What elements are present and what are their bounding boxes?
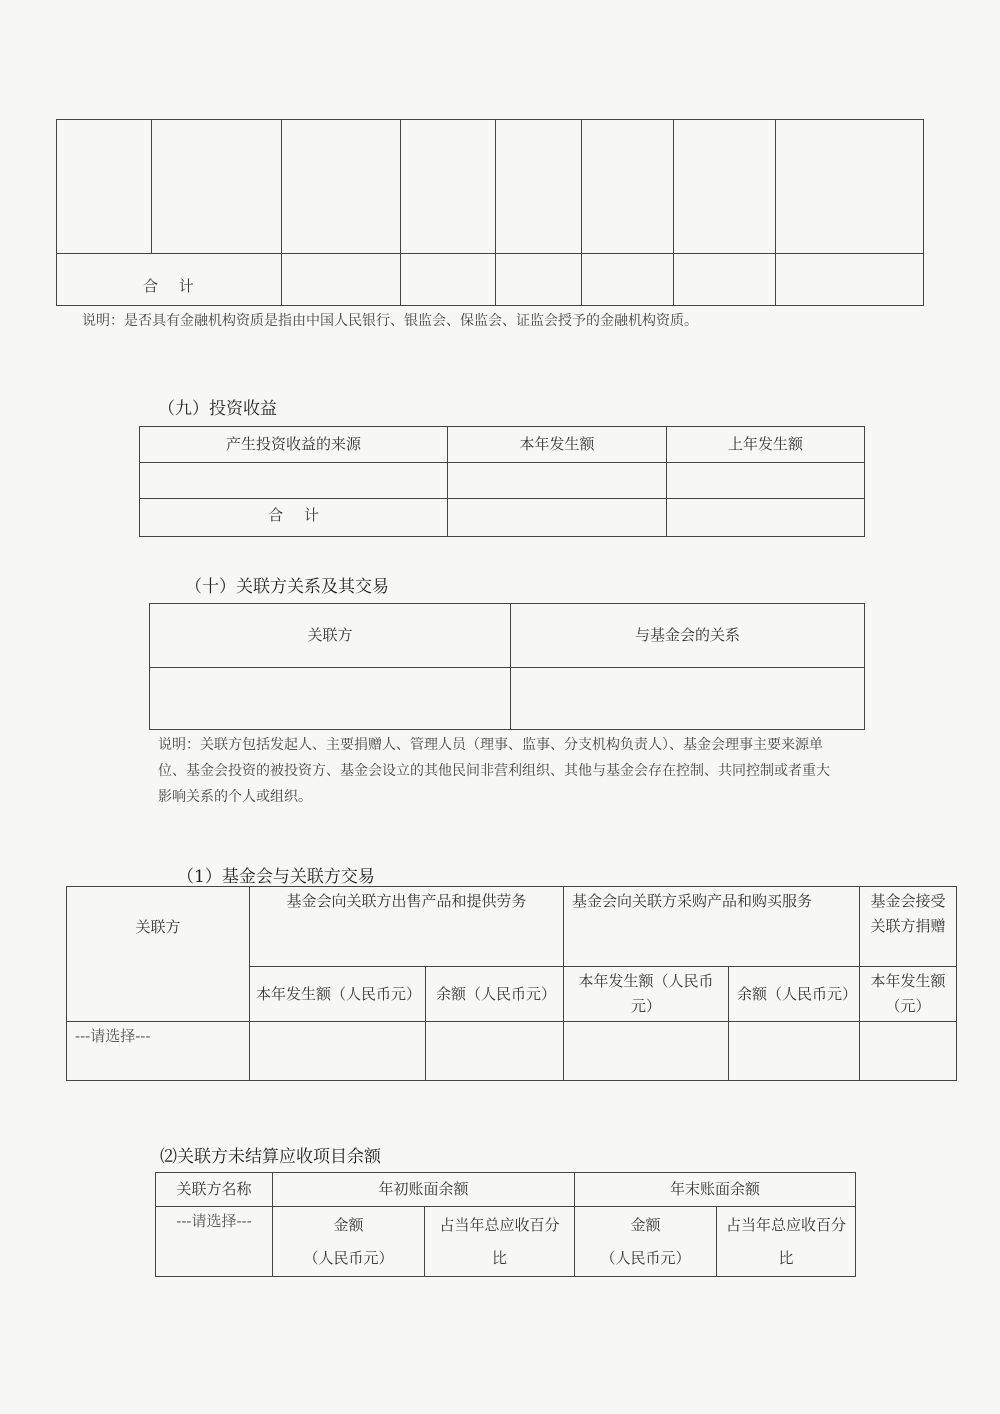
col-buy-balance: 余额（人民币元）	[729, 967, 860, 1022]
investment-income-table	[139, 426, 865, 537]
section9-heading: （九）投资收益	[158, 399, 277, 419]
table-row	[156, 1207, 856, 1277]
related-party-table	[149, 603, 865, 730]
section10-heading: （十）关联方关系及其交易	[185, 577, 389, 597]
table-row	[57, 120, 924, 254]
table-header-row	[67, 887, 957, 967]
col-header-related-party: 关联方	[150, 604, 511, 668]
amount-label: 金额	[333, 1215, 364, 1234]
col-group-sell: 基金会向关联方出售产品和提供劳务	[250, 887, 564, 967]
col-header-name: 关联方名称	[156, 1173, 273, 1207]
sub2-heading: ⑵关联方未结算应收项目余额	[160, 1147, 381, 1167]
col-buy-amount: 本年发生额（人民币元）	[564, 967, 729, 1022]
col-group-end-balance: 年末账面余额	[575, 1173, 856, 1207]
institution-table	[56, 119, 924, 306]
total-row	[140, 499, 865, 537]
table-row	[150, 668, 865, 730]
col-sell-amount: 本年发生额（人民币元）	[250, 967, 426, 1022]
table-header-row	[140, 427, 865, 463]
end-percent-label: 占当年总应收百分比	[717, 1207, 856, 1277]
col-group-begin-balance: 年初账面余额	[273, 1173, 575, 1207]
amount-label: 金额	[630, 1215, 661, 1234]
currency-label: （人民币元）	[600, 1248, 691, 1267]
related-party-note: 说明：关联方包括发起人、主要捐赠人、管理人员（理事、监事、分支机构负责人）、基金会理事主要来源单位、基金会投资的被投资方、基金会设立的其他民间非营利组织、其他与基金会存在控制、共同控制或者重大影响关系的个人或组织。	[158, 737, 830, 805]
begin-percent-label: 占当年总应收百分比	[425, 1207, 575, 1277]
col-donation-amount: 本年发生额（元）	[860, 967, 957, 1022]
col-header-current-year: 本年发生额	[448, 427, 667, 463]
begin-amount-cell	[273, 1207, 425, 1277]
total-label: 合 计	[268, 506, 319, 524]
col-header-source: 产生投资收益的来源	[140, 427, 448, 463]
col-group-buy: 基金会向关联方采购产品和购买服务	[564, 887, 860, 967]
total-label: 合 计	[143, 277, 194, 295]
party-select[interactable]: ---请选择---	[67, 1022, 250, 1081]
party-select[interactable]: ---请选择---	[156, 1207, 273, 1277]
total-row	[57, 254, 924, 306]
sub1-heading: （1）基金会与关联方交易	[177, 867, 375, 887]
end-amount-cell	[575, 1207, 717, 1277]
col-group-donation: 基金会接受关联方捐赠	[860, 887, 957, 967]
col-header-relationship: 与基金会的关系	[511, 604, 865, 668]
col-header-prior-year: 上年发生额	[667, 427, 865, 463]
receivables-table	[155, 1172, 856, 1277]
related-transactions-table	[66, 886, 957, 1081]
currency-label: （人民币元）	[303, 1248, 394, 1267]
institution-note: 说明：是否具有金融机构资质是指由中国人民银行、银监会、保监会、证监会授予的金融机构资质。	[82, 313, 698, 329]
table-row	[67, 1022, 957, 1081]
table-row	[140, 463, 865, 499]
table-header-row	[150, 604, 865, 668]
col-sell-balance: 余额（人民币元）	[426, 967, 564, 1022]
table-header-row	[156, 1173, 856, 1207]
col-header-party: 关联方	[67, 887, 250, 1022]
